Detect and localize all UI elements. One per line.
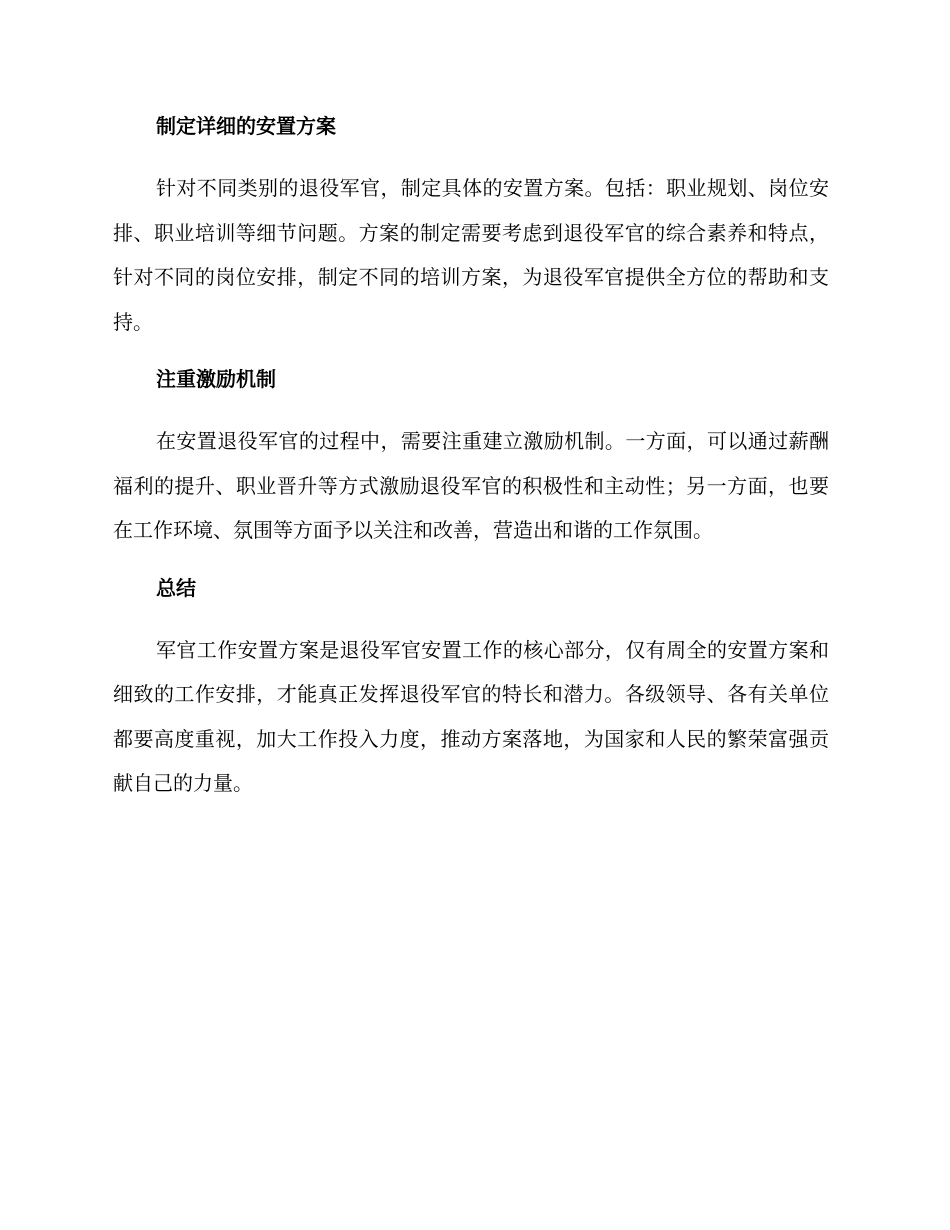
document-page xyxy=(113,110,829,806)
section-heading-incentive-mechanism: 注重激励机制 xyxy=(156,367,276,391)
section-heading-placement-plan: 制定详细的安置方案 xyxy=(156,114,336,138)
section-body-incentive-mechanism: 在安置退役军官的过程中，需要注重建立激励机制。一方面，可以通过薪酬福利的提升、职业晋升等方式激励退役军官的积极性和主动性；另一方面，也要在工作环境、氛围等方面予以关注和改善，营造出和谐的工作氛围。 xyxy=(113,429,829,542)
section-body-placement-plan: 针对不同类别的退役军官，制定具体的安置方案。包括：职业规划、岗位安排、职业培训等细节问题。方案的制定需要考虑到退役军官的综合素养和特点，针对不同的岗位安排，制定不同的培训方案，为退役军官提供全方位的帮助和支持。 xyxy=(113,176,829,334)
section-heading-summary: 总结 xyxy=(156,575,196,600)
section-body-summary: 军官工作安置方案是退役军官安置工作的核心部分，仅有周全的安置方案和细致的工作安排，才能真正发挥退役军官的特长和潜力。各级领导、各有关单位都要高度重视，加大工作投入力度，推动方案落地，为国家和人民的繁荣富强贡献自己的力量。 xyxy=(113,637,829,795)
